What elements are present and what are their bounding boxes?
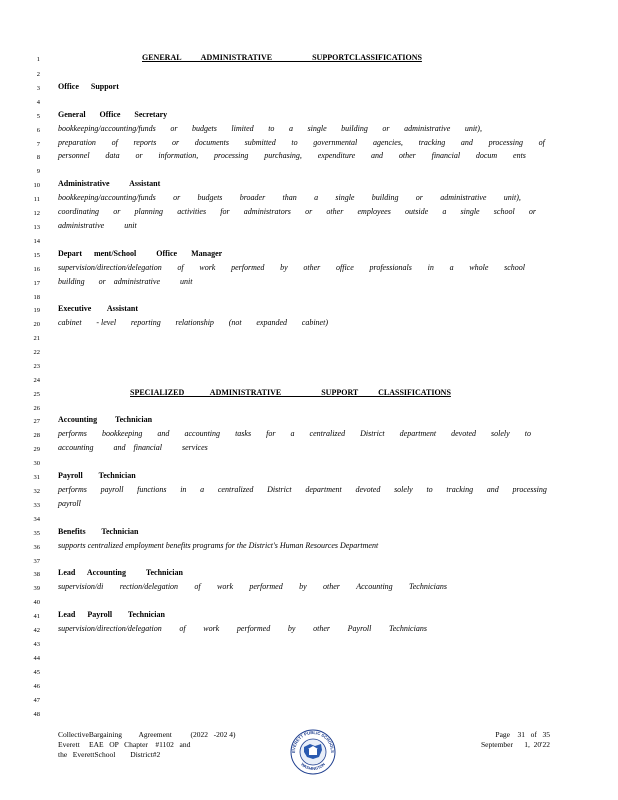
word: budgets: [197, 193, 223, 202]
executive-assistant-line-20: [58, 318, 328, 327]
word: office: [336, 263, 354, 272]
word: unit),: [503, 193, 521, 202]
word: performs: [58, 429, 87, 438]
accounting-technician-line-28: [58, 429, 531, 438]
line-number: 2: [36, 71, 40, 78]
line-number: 47: [33, 697, 40, 704]
line-number: 35: [33, 530, 40, 537]
line-number: 1: [36, 56, 40, 63]
payroll-technician-title: Payroll Technician: [58, 471, 136, 480]
word: tracking: [446, 485, 474, 494]
word: work: [199, 263, 216, 272]
line-number: 26: [33, 405, 40, 412]
line-number: 13: [33, 224, 40, 231]
general-office-secretary-line-6: [58, 124, 482, 133]
word: administrators: [243, 207, 291, 216]
footer-agreement-title: CollectiveBargaining Agreement (2022 -202 4): [58, 730, 236, 739]
word: tracking: [418, 138, 446, 147]
word: agencies,: [372, 138, 403, 147]
word: or: [171, 138, 180, 147]
lead-accounting-technician-title: Lead Accounting Technician: [58, 568, 183, 577]
line-number: 10: [33, 182, 40, 189]
accounting-technician-title: Accounting Technician: [58, 415, 153, 424]
word: a: [314, 193, 319, 202]
footer-chapter: Everett EAE OP Chapter #1102 and: [58, 740, 191, 749]
word: outside: [405, 207, 429, 216]
line-number: 31: [33, 474, 40, 481]
word: a: [442, 207, 447, 216]
word: administrative: [404, 124, 451, 133]
line-number: 48: [33, 711, 40, 718]
line-number: 43: [33, 641, 40, 648]
word: for: [220, 207, 230, 216]
word: relationship: [175, 318, 214, 327]
word: - level: [96, 318, 117, 327]
line-number: 3: [36, 85, 40, 92]
word: single: [307, 124, 327, 133]
word: a: [288, 124, 293, 133]
word: of: [177, 263, 184, 272]
word: building: [341, 124, 368, 133]
line-number: 32: [33, 488, 40, 495]
word: budgets: [191, 124, 217, 133]
word: work: [217, 582, 234, 591]
word: governmental: [313, 138, 358, 147]
line-number: 11: [33, 196, 40, 203]
word: District: [360, 429, 385, 438]
benefits-technician-title: Benefits Technician: [58, 527, 139, 536]
specialized-classifications-heading: SPECIALIZED ADMINISTRATIVE SUPPORT CLASSIFICATIONS: [130, 388, 451, 397]
word: performs: [58, 485, 87, 494]
line-number: 46: [33, 683, 40, 690]
office-manager-line-16: [58, 263, 525, 272]
word: to: [524, 429, 531, 438]
word: other: [326, 207, 344, 216]
line-number: 27: [33, 418, 40, 425]
line-number: 15: [33, 252, 40, 259]
payroll-technician-line-32: [58, 485, 547, 494]
word: a: [290, 429, 295, 438]
line-number: 33: [33, 502, 40, 509]
administrative-assistant-line-11: [58, 193, 521, 202]
word: to: [426, 485, 433, 494]
word: ents: [513, 151, 526, 160]
word: work: [203, 624, 220, 633]
word: processing: [512, 485, 547, 494]
word: devoted: [355, 485, 381, 494]
line-number: 41: [33, 613, 40, 620]
schoolhouse-icon: [309, 749, 317, 755]
word: or: [170, 124, 178, 133]
line-number: 9: [36, 168, 40, 175]
executive-assistant-title: Executive Assistant: [58, 304, 138, 313]
lead-accounting-technician-line-39: [58, 582, 447, 591]
word: purchasing,: [264, 151, 302, 160]
word: by: [280, 263, 288, 272]
word: performed: [231, 263, 265, 272]
word: bookkeeping/accounting/funds: [58, 193, 156, 202]
line-number: 7: [36, 141, 40, 148]
line-number: 20: [33, 321, 40, 328]
line-number: 17: [33, 280, 40, 287]
word: to: [268, 124, 275, 133]
general-classifications-heading: GENERAL ADMINISTRATIVE SUPPORTCLASSIFICATIONS: [142, 53, 422, 62]
line-number: 22: [33, 349, 40, 356]
word: payroll: [100, 485, 124, 494]
word: functions: [137, 485, 167, 494]
line-number: 16: [33, 266, 40, 273]
word: of: [179, 624, 186, 633]
line-number: 21: [33, 335, 40, 342]
line-number: 34: [33, 516, 40, 523]
word: department: [305, 485, 342, 494]
word: and: [486, 485, 499, 494]
line-number: 45: [33, 669, 40, 676]
line-number: 36: [33, 544, 40, 551]
administrative-assistant-title: Administrative Assistant: [58, 179, 161, 188]
line-number: 19: [33, 307, 40, 314]
word: and: [371, 151, 384, 160]
line-number: 23: [33, 363, 40, 370]
word: and: [157, 429, 170, 438]
word: or: [113, 207, 121, 216]
word: centralized: [217, 485, 254, 494]
line-number: 12: [33, 210, 40, 217]
word: expenditure: [317, 151, 356, 160]
word: Technicians: [409, 582, 447, 591]
word: department: [399, 429, 437, 438]
district-seal-logo: [288, 727, 338, 777]
payroll-technician-line-33: payroll: [58, 499, 81, 508]
word: of: [111, 138, 118, 147]
seal-top-text: EVERETT PUBLIC SCHOOLS: [290, 729, 336, 753]
word: tasks: [235, 429, 252, 438]
line-number: 5: [36, 113, 40, 120]
line-number: 25: [33, 391, 40, 398]
word: employees: [357, 207, 391, 216]
word: cabinet): [301, 318, 328, 327]
office-support-heading: Office Support: [58, 82, 119, 91]
line-number: 39: [33, 585, 40, 592]
word: Technicians: [389, 624, 427, 633]
word: rection/delegation: [119, 582, 179, 591]
footer-district: the EverettSchool District#2: [58, 750, 161, 759]
word: a: [449, 263, 454, 272]
word: professionals: [369, 263, 412, 272]
word: in: [180, 485, 187, 494]
word: school: [504, 263, 525, 272]
word: or: [305, 207, 313, 216]
word: supervision/direction/delegation: [58, 624, 162, 633]
word: bookkeeping/accounting/funds: [58, 124, 156, 133]
word: (not: [228, 318, 242, 327]
word: coordinating: [58, 207, 100, 216]
lead-payroll-technician-title: Lead Payroll Technician: [58, 610, 165, 619]
word: than: [282, 193, 297, 202]
word: to: [291, 138, 298, 147]
word: documents: [194, 138, 229, 147]
word: and: [460, 138, 473, 147]
word: unit),: [464, 124, 482, 133]
line-number: 6: [36, 127, 40, 134]
word: or: [528, 207, 536, 216]
office-manager-title: Depart ment/School Office Manager: [58, 249, 223, 258]
word: processing: [214, 151, 249, 160]
footer-date: September 1, 20'22: [480, 740, 550, 749]
word: or: [135, 151, 143, 160]
word: processing: [488, 138, 523, 147]
word: broader: [239, 193, 266, 202]
accounting-technician-line-29: accounting and financial services: [58, 443, 208, 452]
word: submitted: [244, 138, 276, 147]
word: Payroll: [347, 624, 372, 633]
word: other: [303, 263, 321, 272]
line-number: 40: [33, 599, 40, 606]
line-number: 14: [33, 238, 40, 245]
word: activities: [177, 207, 207, 216]
benefits-technician-line-36: supports centralized employment benefits programs for the District's Human Resources Department: [58, 541, 379, 550]
line-number: 30: [33, 460, 40, 467]
word: accounting: [184, 429, 221, 438]
word: bookkeeping: [101, 429, 143, 438]
word: in: [427, 263, 434, 272]
word: supervision/di: [58, 582, 104, 591]
word: or: [382, 124, 390, 133]
line-number: 44: [33, 655, 40, 662]
word: information,: [158, 151, 199, 160]
word: whole: [469, 263, 489, 272]
line-number: 4: [36, 99, 40, 106]
line-number: 29: [33, 446, 40, 453]
word: supervision/direction/delegation: [58, 263, 162, 272]
word: docum: [475, 151, 498, 160]
word: of: [194, 582, 201, 591]
line-number: 28: [33, 432, 40, 439]
word: financial: [431, 151, 461, 160]
word: reports: [133, 138, 157, 147]
footer-page-number: Page 31 of 35: [495, 730, 550, 739]
word: other: [313, 624, 330, 633]
word: expanded: [256, 318, 287, 327]
word: a: [200, 485, 205, 494]
word: centralized: [309, 429, 346, 438]
office-manager-line-17: building or administrative unit: [58, 277, 193, 286]
line-number: 42: [33, 627, 40, 634]
line-number: 24: [33, 377, 40, 384]
word: limited: [231, 124, 254, 133]
lead-payroll-technician-line-42: [58, 624, 427, 633]
word: single: [335, 193, 355, 202]
word: by: [287, 624, 296, 633]
general-office-secretary-line-7: [58, 138, 545, 147]
word: other: [322, 582, 340, 591]
line-number: 8: [36, 154, 40, 161]
word: devoted: [451, 429, 476, 438]
word: solely: [491, 429, 510, 438]
word: District: [267, 485, 292, 494]
administrative-assistant-line-12: [58, 207, 536, 216]
word: data: [105, 151, 120, 160]
word: solely: [394, 485, 413, 494]
line-number: 37: [33, 558, 40, 565]
administrative-assistant-line-13: administrative unit: [58, 221, 137, 230]
word: by: [299, 582, 307, 591]
word: reporting: [130, 318, 161, 327]
word: performed: [236, 624, 271, 633]
word: school: [493, 207, 515, 216]
word: building: [371, 193, 399, 202]
word: for: [266, 429, 276, 438]
general-office-secretary-title: General Office Secretary: [58, 110, 168, 119]
general-office-secretary-line-8: [58, 151, 526, 160]
line-number: 18: [33, 294, 40, 301]
word: administrative: [440, 193, 487, 202]
line-number: 38: [33, 571, 40, 578]
word: other: [398, 151, 416, 160]
word: preparation: [58, 138, 96, 147]
word: single: [460, 207, 480, 216]
word: Accounting: [356, 582, 393, 591]
word: personnel: [58, 151, 90, 160]
word: planning: [134, 207, 163, 216]
word: of: [538, 138, 545, 147]
word: cabinet: [58, 318, 82, 327]
word: performed: [249, 582, 283, 591]
word: or: [173, 193, 181, 202]
seal-bottom-text: WASHINGTON: [300, 761, 326, 772]
word: or: [415, 193, 423, 202]
